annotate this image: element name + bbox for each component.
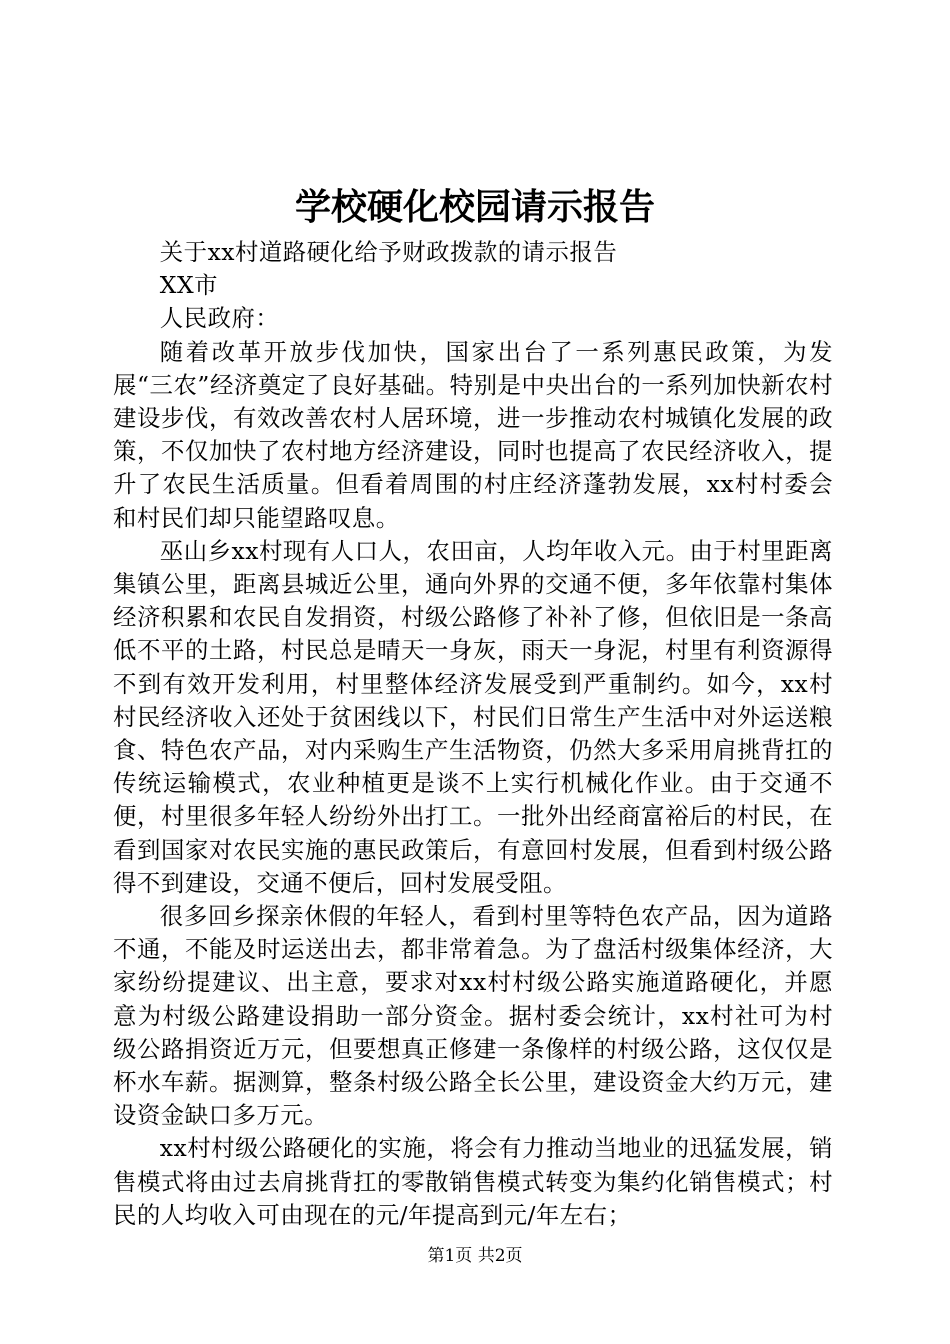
addressee-line-2: 人民政府： [159,304,280,333]
subject-line: 关于xx村道路硬化给予财政拨款的请示报告 [159,238,618,266]
body-paragraph: 巫山乡xx村现有人口人，农田亩，人均年收入元。由于村里距离集镇公里，距离县城近公里，通向外界的交通不便，多年依靠村集体经济积累和农民自发捐资，村级公路修了补补了修，但依旧是一条高低不平的土路，村民总是晴天一身灰，雨天一身泥，村里有利资源得不到有效开发利用，村里整体经济发展受到严重制约。如今，xx村村民经济收入还处于贫困线以下，村民们日常生产生活中对外运送粮食、特色农产品，对内采购生产生活物资，仍然大多采用肩挑背扛的传统运输模式，农业种植更是谈不上实行机械化作业。由于交通不便，村里很多年轻人纷纷外出打工。一批外出经商富裕后的村民，在看到国家对农民实施的惠民政策后，有意回村发展，但看到村级公路得不到建设，交通不便后，回村发展受阻。 [113,536,833,897]
body-paragraph: 很多回乡探亲休假的年轻人，看到村里等特色农产品，因为道路不通，不能及时运送出去，都非常着急。为了盘活村级集体经济，大家纷纷提建议、出主意，要求对xx村村级公路实施道路硬化，并愿意为村级公路建设捐助一部分资金。据村委会统计，xx村社可为村级公路捐资近万元，但要想真正修建一条像样的村级公路，这仅仅是杯水车薪。据测算，整条村级公路全长公里，建设资金大约万元，建设资金缺口多万元。 [113,902,833,1130]
page-footer: 第1页 共2页 [427,1246,523,1266]
document-title: 学校硬化校园请示报告 [294,186,655,228]
body-paragraph: xx村村级公路硬化的实施，将会有力推动当地业的迅猛发展，销售模式将由过去肩挑背扛的零散销售模式转变为集约化销售模式；村民的人均收入可由现在的元/年提高到元/年左右； [113,1134,833,1229]
addressee-line-1: XX市 [159,271,218,300]
document-body [113,236,833,1232]
body-paragraph: 随着改革开放步伐加快，国家出台了一系列惠民政策，为发展“三农”经济奠定了良好基础。特别是中央出台的一系列加快新农村建设步伐，有效改善农村人居环境，进一步推动农村城镇化发展的政策，不仅加快了农村地方经济建设，同时也提高了农民经济收入，提升了农民生活质量。但看着周围的村庄经济蓬勃发展，xx村村委会和村民们却只能望路叹息。 [113,337,833,532]
